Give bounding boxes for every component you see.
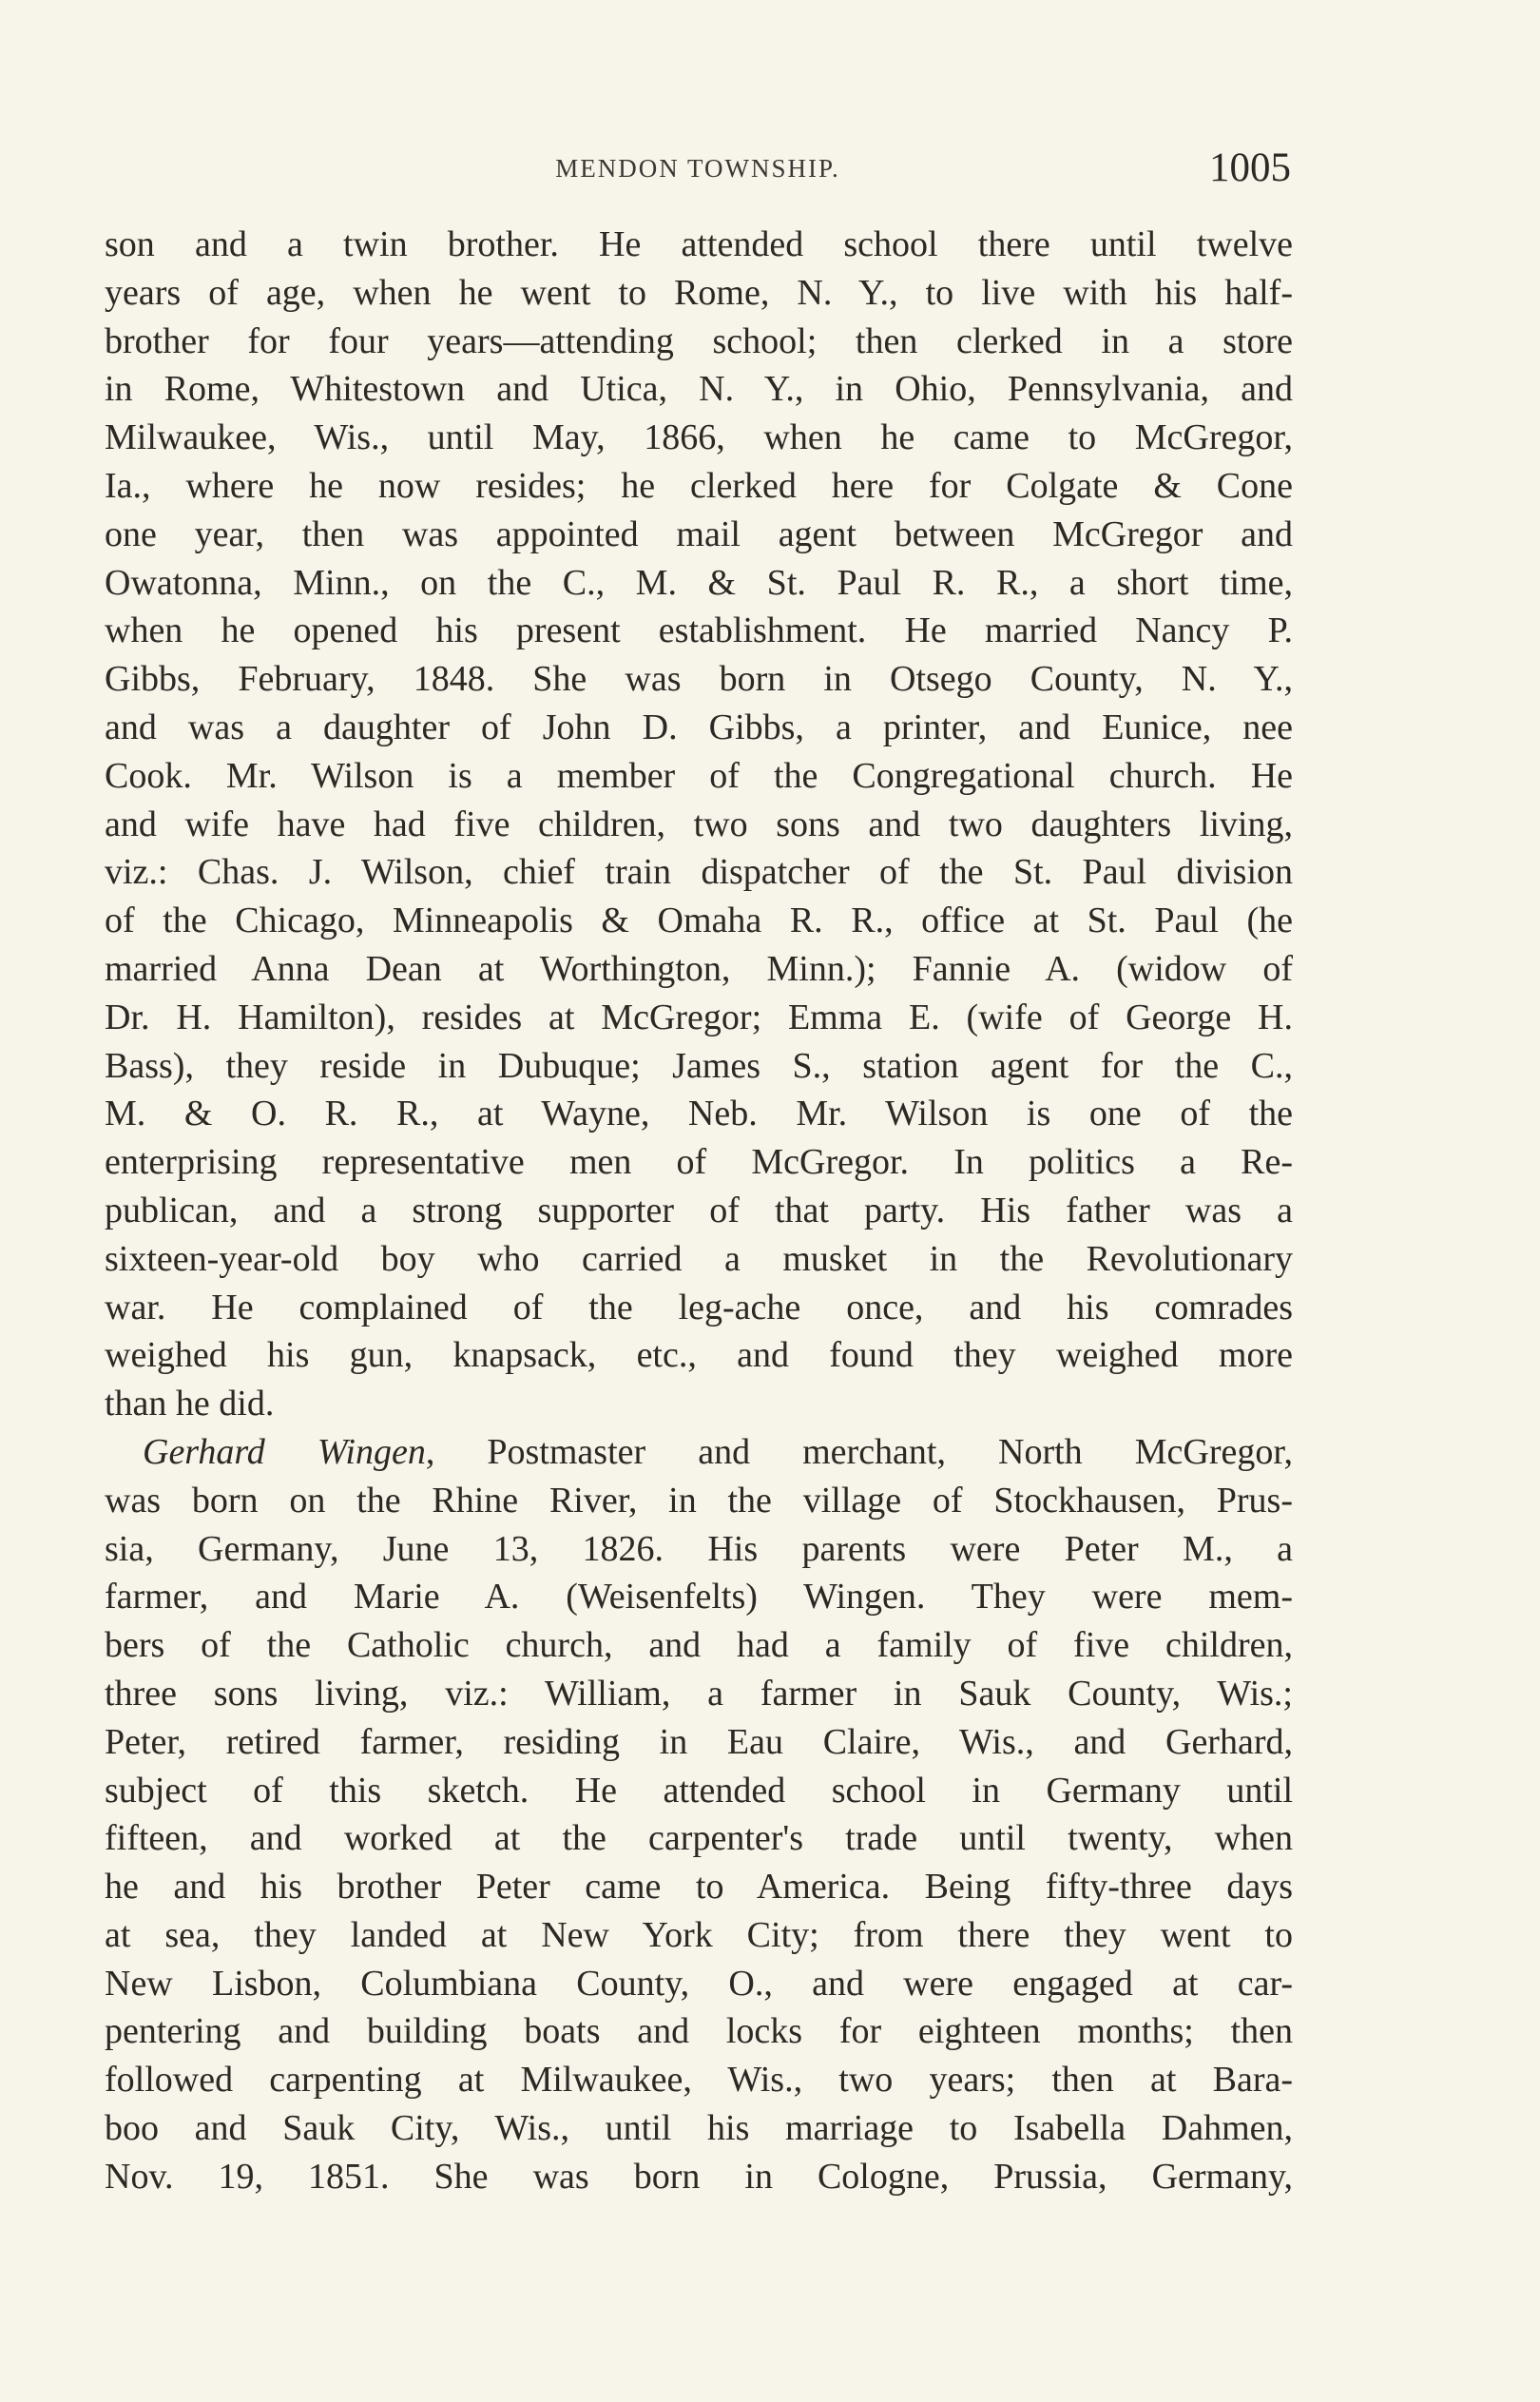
text-line: of the Chicago, Minneapolis & Omaha R. R., office at St. Paul (he bbox=[105, 901, 1293, 941]
text-line bbox=[105, 1428, 1293, 1477]
page-header bbox=[105, 145, 1291, 202]
text-line: boo and Sauk City, Wis., until his marriage to Isabella Dahmen, bbox=[105, 2108, 1293, 2149]
text-line: and was a daughter of John D. Gibbs, a printer, and Eunice, nee bbox=[105, 707, 1293, 747]
text-line: New Lisbon, Columbiana County, O., and were engaged at car- bbox=[105, 1963, 1293, 2004]
subject-name: Gerhard Wingen bbox=[143, 1431, 426, 1472]
text-line: Milwaukee, Wis., until May, 1866, when he came to McGregor, bbox=[105, 417, 1293, 458]
text-line: son and a twin brother. He attended school there until twelve bbox=[105, 224, 1293, 264]
text-line: followed carpenting at Milwaukee, Wis., two years; then at Bara- bbox=[105, 2060, 1293, 2101]
text-line: three sons living, viz.: William, a farmer in Sauk County, Wis.; bbox=[105, 1673, 1293, 1714]
text-line: years of age, when he went to Rome, N. Y., to live with his half- bbox=[105, 272, 1293, 313]
text-line: subject of this sketch. He attended school in Germany until bbox=[105, 1770, 1293, 1811]
text-line: in Rome, Whitestown and Utica, N. Y., in Ohio, Pennsylvania, and bbox=[105, 369, 1293, 410]
text-line: war. He complained of the leg-ache once, and his comrades bbox=[105, 1287, 1293, 1327]
text-body bbox=[105, 221, 1293, 2201]
text-line: Ia., where he now resides; he clerked here for Colgate & Cone bbox=[105, 465, 1293, 506]
text-line: viz.: Chas. J. Wilson, chief train dispatcher of the St. Paul division bbox=[105, 852, 1293, 893]
text-line: publican, and a strong supporter of that party. His father was a bbox=[105, 1190, 1293, 1230]
running-head: MENDON TOWNSHIP. bbox=[555, 154, 840, 183]
first-line-rest: , Postmaster and merchant, North McGregor, bbox=[425, 1431, 1293, 1472]
text-line: and wife have had five children, two sons and two daughters living, bbox=[105, 804, 1293, 844]
text-line: he and his brother Peter came to America. Being fifty-three days bbox=[105, 1867, 1293, 1908]
text-line: Owatonna, Minn., on the C., M. & St. Paul R. R., a short time, bbox=[105, 562, 1293, 603]
text-line: weighed his gun, knapsack, etc., and found they weighed more bbox=[105, 1335, 1293, 1376]
text-line: than he did. bbox=[105, 1384, 275, 1424]
text-line: fifteen, and worked at the carpenter's trade until twenty, when bbox=[105, 1818, 1293, 1859]
page-number: 1005 bbox=[1209, 145, 1291, 190]
text-line: Cook. Mr. Wilson is a member of the Congregational church. He bbox=[105, 755, 1293, 796]
text-line: farmer, and Marie A. (Weisenfelts) Wingen. They were mem- bbox=[105, 1577, 1293, 1617]
paragraph-wingen bbox=[105, 1428, 1293, 2201]
text-line: pentering and building boats and locks for eighteen months; then bbox=[105, 2011, 1293, 2052]
text-line: married Anna Dean at Worthington, Minn.); Fannie A. (widow of bbox=[105, 948, 1293, 989]
text-line: enterprising representative men of McGregor. In politics a Re- bbox=[105, 1142, 1293, 1183]
text-line: at sea, they landed at New York City; from there they went to bbox=[105, 1914, 1293, 1955]
text-line: when he opened his present establishment. He married Nancy P. bbox=[105, 610, 1293, 651]
text-line: brother for four years—attending school; then clerked in a store bbox=[105, 320, 1293, 361]
text-line: bers of the Catholic church, and had a family of five children, bbox=[105, 1625, 1293, 1666]
text-line: was born on the Rhine River, in the village of Stockhausen, Prus- bbox=[105, 1480, 1293, 1521]
text-line: Peter, retired farmer, residing in Eau Claire, Wis., and Gerhard, bbox=[105, 1721, 1293, 1762]
paragraph-wilson bbox=[105, 221, 1293, 1428]
text-line: M. & O. R. R., at Wayne, Neb. Mr. Wilson is one of the bbox=[105, 1094, 1293, 1134]
text-line: Bass), they reside in Dubuque; James S., station agent for the C., bbox=[105, 1045, 1293, 1086]
text-line: Nov. 19, 1851. She was born in Cologne, Prussia, Germany, bbox=[105, 2156, 1293, 2197]
text-line: sia, Germany, June 13, 1826. His parents were Peter M., a bbox=[105, 1528, 1293, 1569]
text-line: one year, then was appointed mail agent between McGregor and bbox=[105, 513, 1293, 554]
text-line: sixteen-year-old boy who carried a musket in the Revolutionary bbox=[105, 1238, 1293, 1279]
text-line: Dr. H. Hamilton), resides at McGregor; Emma E. (wife of George H. bbox=[105, 997, 1293, 1037]
text-line: Gibbs, February, 1848. She was born in Otsego County, N. Y., bbox=[105, 659, 1293, 700]
